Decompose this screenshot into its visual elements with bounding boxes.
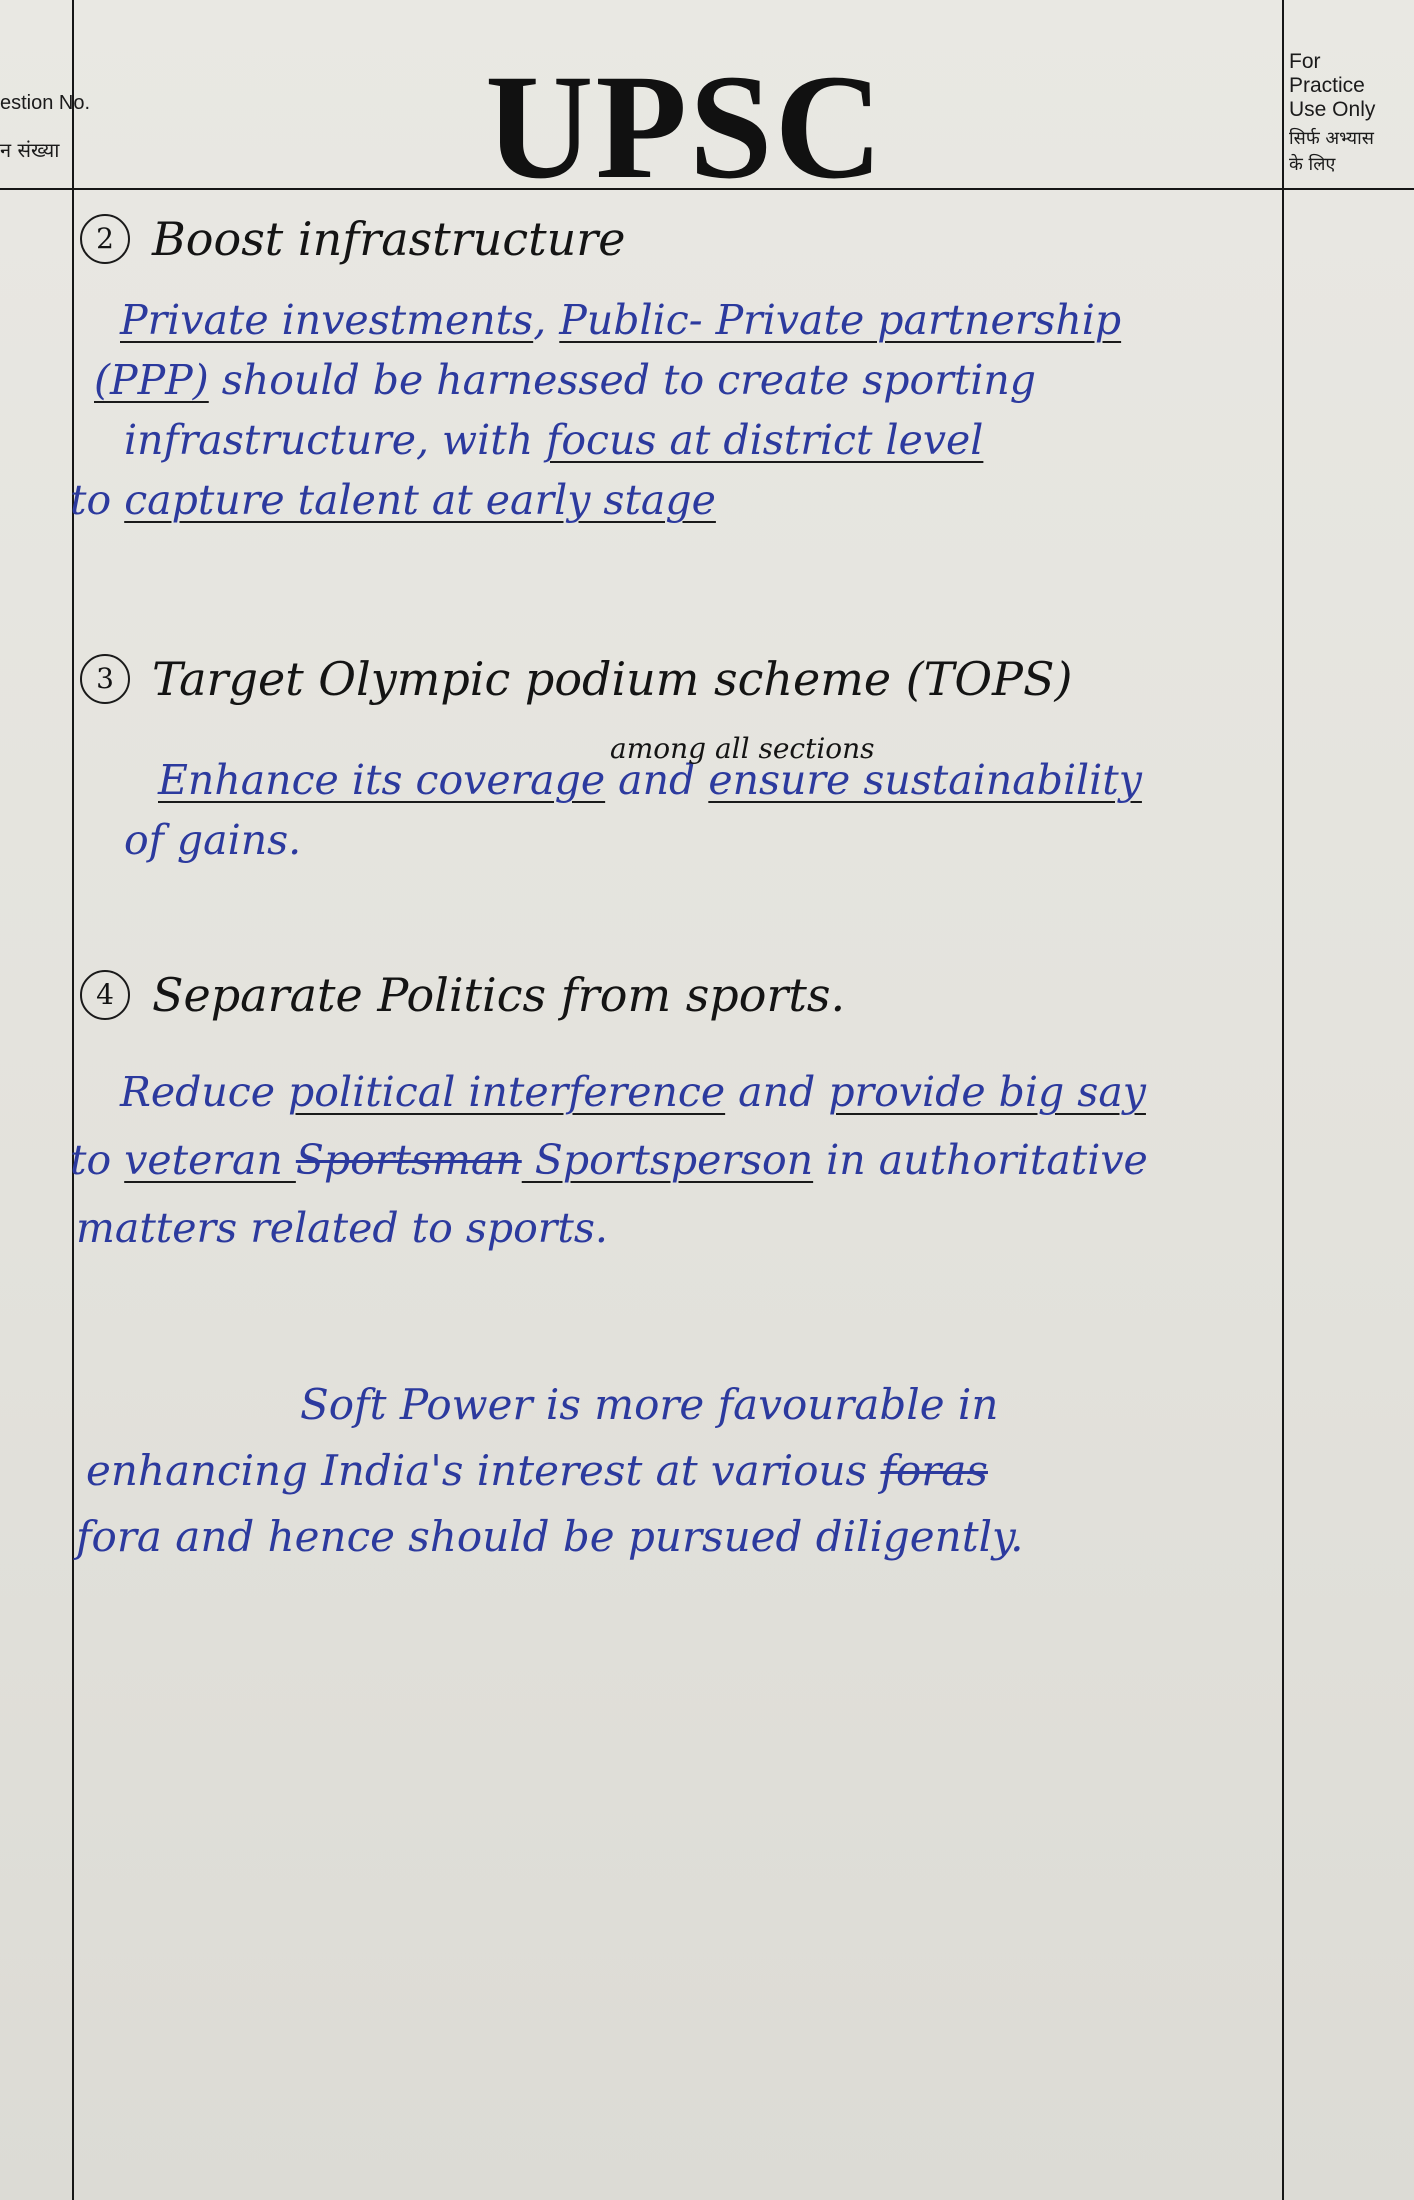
underlined-phrase: Public- Private partnership: [559, 296, 1122, 344]
underlined-phrase: provide big say: [828, 1068, 1146, 1116]
conclusion-text: fora and hence should be pursued diligently.: [76, 1512, 1024, 1561]
point-number-badge: 3: [80, 654, 130, 704]
inserted-note: among all sections: [610, 732, 875, 765]
left-margin-rule: [72, 0, 74, 2200]
underlined-phrase: political interference: [288, 1068, 726, 1116]
conclusion-line: [80, 1372, 1275, 1438]
point-heading-text: Boost infrastructure: [152, 212, 626, 266]
question-no-label: estion No.: [0, 92, 91, 114]
point-3: [80, 650, 1275, 870]
point-heading: [80, 966, 1275, 1024]
point-body: [80, 750, 1275, 870]
body-text: to: [70, 476, 125, 524]
conclusion-text: enhancing India's interest at various: [86, 1446, 881, 1495]
underlined-phrase: ensure sustainability: [708, 756, 1142, 804]
body-text: in authoritative: [813, 1136, 1148, 1184]
point-heading-text: Target Olympic podium scheme (TOPS): [152, 652, 1073, 706]
practice-use-label: [1289, 50, 1409, 178]
point-number-badge: 4: [80, 970, 130, 1020]
practice-label-line-2: Practice: [1289, 74, 1365, 97]
question-no-label-hindi: न संख्या: [0, 138, 60, 162]
point-2: [70, 210, 1275, 530]
upsc-logo-text: UPSC: [485, 44, 885, 210]
body-text: Reduce: [120, 1068, 289, 1116]
body-text: ,: [533, 296, 560, 344]
practice-label-hindi-2: के लिए: [1289, 154, 1336, 175]
struck-word: foras: [880, 1446, 988, 1495]
body-line: [76, 1194, 1275, 1262]
conclusion-line: [76, 1504, 1275, 1570]
practice-label-line-3: Use Only: [1289, 98, 1376, 121]
right-margin-rule: [1282, 0, 1284, 2200]
underlined-phrase: (PPP): [94, 356, 209, 404]
body-text: to: [70, 1136, 125, 1184]
underlined-phrase: veteran: [124, 1136, 296, 1184]
underlined-phrase: capture talent at early stage: [124, 476, 716, 524]
body-line: [70, 1126, 1275, 1194]
body-line: [70, 470, 1275, 530]
body-text: and: [725, 1068, 829, 1116]
body-line: [80, 1058, 1275, 1126]
underlined-phrase: Enhance its coverage: [158, 756, 606, 804]
underlined-phrase: Sportsperson: [521, 1136, 814, 1184]
struck-word: Sportsman: [295, 1136, 522, 1184]
body-line: [80, 290, 1275, 350]
practice-label-hindi-1: सिर्फ अभ्यास: [1289, 128, 1374, 149]
body-line: [80, 350, 1275, 410]
point-4: [70, 966, 1275, 1262]
body-text: and: [605, 756, 709, 804]
conclusion-text: Soft Power is more favourable in: [300, 1380, 999, 1429]
underlined-phrase: Private investments: [120, 296, 534, 344]
point-heading-text: Separate Politics from sports.: [152, 968, 846, 1022]
body-text: matters related to sports.: [76, 1204, 608, 1252]
conclusion-line: [86, 1438, 1275, 1504]
body-line: [80, 810, 1275, 870]
body-text: of gains.: [124, 816, 302, 864]
point-number-badge: 2: [80, 214, 130, 264]
conclusion-paragraph: [76, 1372, 1275, 1570]
body-text: should be harnessed to create sporting: [208, 356, 1037, 404]
point-heading: [80, 210, 1275, 268]
practice-label-line-1: For: [1289, 50, 1321, 73]
body-line: [80, 410, 1275, 470]
point-body: [70, 290, 1275, 530]
body-text: infrastructure, with: [124, 416, 547, 464]
underlined-phrase: focus at district level: [546, 416, 984, 464]
point-heading: [80, 650, 1275, 708]
point-body: [70, 1058, 1275, 1262]
